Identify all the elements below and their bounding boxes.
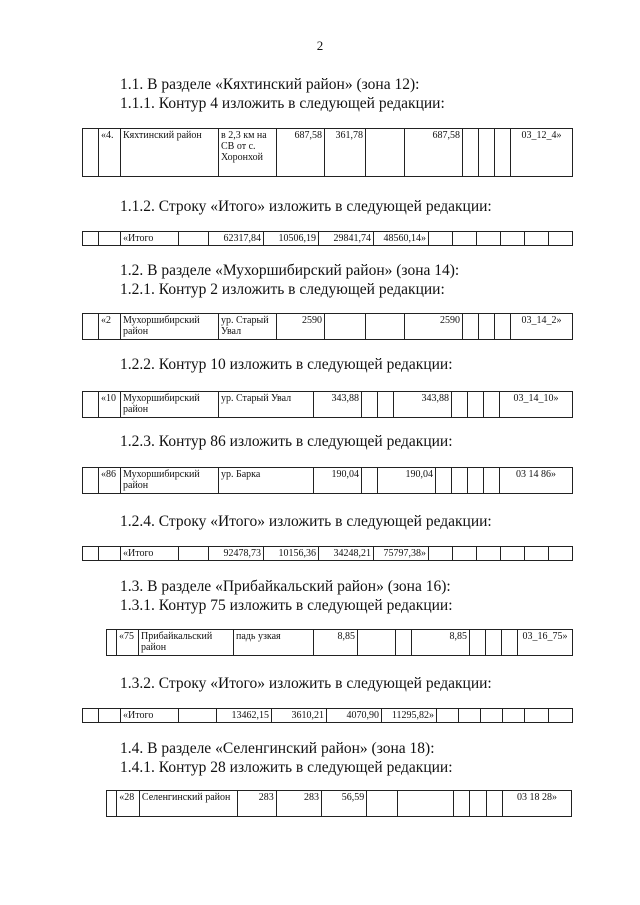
table-cell <box>179 547 209 561</box>
table-cell <box>453 232 477 246</box>
table-cell: 687,58 <box>405 129 463 177</box>
table-row <box>83 709 573 723</box>
table-cell: 2590 <box>405 314 463 340</box>
table-cell <box>429 232 453 246</box>
table-cell <box>358 630 396 656</box>
table-cell <box>83 129 99 177</box>
table-cell <box>486 630 502 656</box>
table-cell <box>525 709 549 723</box>
table-cell <box>549 232 573 246</box>
table-cell: «Итого <box>121 709 179 723</box>
table-cell <box>366 129 405 177</box>
table-cell: «10 <box>99 392 121 418</box>
table-cell <box>107 630 117 656</box>
table-row <box>107 630 573 656</box>
section-heading-1-2-2: 1.2.2. Контур 10 изложить в следующей редакции: <box>120 356 453 373</box>
table-cell: Мухоршибирский район <box>121 468 219 494</box>
section-heading-1-1: 1.1. В разделе «Кяхтинский район» (зона 12): <box>120 76 420 93</box>
table-cell: 3610,21 <box>272 709 327 723</box>
table-cell <box>452 468 468 494</box>
table-cell <box>453 547 477 561</box>
section-heading-1-3-2: 1.3.2. Строку «Итого» изложить в следующей редакции: <box>120 675 492 692</box>
contour-2-table <box>82 313 573 340</box>
table-cell <box>453 791 469 817</box>
table-cell <box>437 709 459 723</box>
table-cell <box>525 547 549 561</box>
table-cell <box>525 232 549 246</box>
table-row <box>83 547 573 561</box>
table-cell: 8,85 <box>314 630 358 656</box>
table-cell <box>83 547 99 561</box>
table-cell: Кяхтинский район <box>121 129 219 177</box>
table-row <box>107 791 572 817</box>
table-cell <box>503 709 525 723</box>
section-heading-1-3-1: 1.3.1. Контур 75 изложить в следующей редакции: <box>120 597 453 614</box>
table-cell: 48560,14» <box>374 232 429 246</box>
table-cell <box>83 468 99 494</box>
table-cell <box>477 232 501 246</box>
section-heading-1-2-3: 1.2.3. Контур 86 изложить в следующей редакции: <box>120 433 453 450</box>
table-row <box>83 314 573 340</box>
table-cell: 361,78 <box>325 129 366 177</box>
table-cell: 03_12_4» <box>511 129 573 177</box>
table-cell <box>459 709 481 723</box>
table-cell <box>468 392 484 418</box>
table-cell <box>495 129 511 177</box>
table-cell <box>362 468 378 494</box>
table-cell <box>479 129 495 177</box>
table-row <box>83 468 573 494</box>
table-cell <box>325 314 366 340</box>
table-cell: 343,88 <box>394 392 452 418</box>
contour-75-table <box>106 629 573 656</box>
table-cell: 343,88 <box>314 392 362 418</box>
table-row <box>83 129 573 177</box>
table-cell <box>99 547 121 561</box>
section-heading-1-4-1: 1.4.1. Контур 28 изложить в следующей редакции: <box>120 759 453 776</box>
total-table-1-2-4 <box>82 546 573 561</box>
table-cell: 8,85 <box>412 630 470 656</box>
table-cell: «2 <box>99 314 121 340</box>
section-heading-1-1-1: 1.1.1. Контур 4 изложить в следующей редакции: <box>120 95 445 112</box>
table-cell <box>436 468 452 494</box>
table-row <box>83 392 573 418</box>
table-cell: 4070,90 <box>327 709 382 723</box>
table-cell: 03_14_10» <box>500 392 573 418</box>
table-cell <box>468 468 484 494</box>
table-cell: ур. Старый Увал <box>219 392 314 418</box>
total-table-1-3-2 <box>82 708 573 723</box>
table-cell <box>549 547 573 561</box>
table-cell <box>429 547 453 561</box>
table-cell <box>366 314 405 340</box>
table-cell <box>477 547 501 561</box>
contour-86-table <box>82 467 573 494</box>
section-heading-1-2: 1.2. В разделе «Мухоршибирский район» (зона 14): <box>120 262 460 279</box>
table-cell <box>495 314 511 340</box>
table-cell <box>83 232 99 246</box>
table-cell: 56,59 <box>321 791 366 817</box>
table-cell: 11295,82» <box>382 709 437 723</box>
contour-4-table <box>82 128 573 177</box>
table-cell <box>470 791 486 817</box>
table-cell: 10506,19 <box>264 232 319 246</box>
table-cell: 13462,15 <box>217 709 272 723</box>
table-cell <box>378 392 394 418</box>
table-cell: 687,58 <box>277 129 325 177</box>
section-heading-1-2-1: 1.2.1. Контур 2 изложить в следующей редакции: <box>120 281 445 298</box>
section-heading-1-3: 1.3. В разделе «Прибайкальский район» (зона 16): <box>120 578 451 595</box>
table-cell: «4. <box>99 129 121 177</box>
table-cell: «Итого <box>121 547 179 561</box>
table-cell <box>179 709 217 723</box>
table-cell: 10156,36 <box>264 547 319 561</box>
table-cell: «Итого <box>121 232 179 246</box>
table-cell: 75797,38» <box>374 547 429 561</box>
table-cell: 190,04 <box>378 468 436 494</box>
table-cell: 03 18 28» <box>502 791 571 817</box>
total-table-1-1-2 <box>82 231 573 246</box>
table-cell <box>470 630 486 656</box>
contour-10-table <box>82 391 573 418</box>
table-cell <box>83 314 99 340</box>
table-cell: «86 <box>99 468 121 494</box>
table-cell: ур. Барка <box>219 468 314 494</box>
table-cell <box>484 392 500 418</box>
table-cell: 03_16_75» <box>518 630 573 656</box>
table-cell: 34248,21 <box>319 547 374 561</box>
table-cell: Мухоршибирский район <box>121 392 219 418</box>
table-cell: 2590 <box>277 314 325 340</box>
table-cell: 03_14_2» <box>511 314 573 340</box>
table-cell: 190,04 <box>314 468 362 494</box>
table-cell <box>83 709 99 723</box>
table-cell <box>486 791 502 817</box>
section-heading-1-2-4: 1.2.4. Строку «Итого» изложить в следующей редакции: <box>120 513 492 530</box>
table-cell <box>99 232 121 246</box>
table-cell <box>502 630 518 656</box>
table-cell: «75 <box>117 630 139 656</box>
table-cell <box>179 232 209 246</box>
table-cell: 92478,73 <box>209 547 264 561</box>
table-cell <box>479 314 495 340</box>
table-cell <box>452 392 468 418</box>
table-cell <box>549 709 573 723</box>
table-cell <box>396 630 412 656</box>
section-heading-1-1-2: 1.1.2. Строку «Итого» изложить в следующей редакции: <box>120 198 492 215</box>
table-cell <box>107 791 117 817</box>
table-cell: Селенгинский район <box>139 791 237 817</box>
table-cell: Прибайкальский район <box>139 630 234 656</box>
table-row <box>83 232 573 246</box>
table-cell <box>99 709 121 723</box>
table-cell <box>367 791 398 817</box>
table-cell: 283 <box>276 791 321 817</box>
table-cell: 03 14 86» <box>500 468 573 494</box>
table-cell: Мухоршибирский район <box>121 314 219 340</box>
table-cell <box>398 791 454 817</box>
table-cell <box>501 547 525 561</box>
table-cell: «28 <box>117 791 140 817</box>
table-cell: в 2,3 км на СВ от с. Хоронхой <box>219 129 277 177</box>
table-cell <box>481 709 503 723</box>
table-cell <box>501 232 525 246</box>
table-cell: 29841,74 <box>319 232 374 246</box>
section-heading-1-4: 1.4. В разделе «Селенгинский район» (зона 18): <box>120 740 435 757</box>
table-cell <box>463 129 479 177</box>
table-cell: 62317,84 <box>209 232 264 246</box>
table-cell <box>83 392 99 418</box>
contour-28-table <box>106 790 572 817</box>
table-cell <box>484 468 500 494</box>
table-cell <box>362 392 378 418</box>
table-cell: падь узкая <box>234 630 314 656</box>
table-cell <box>463 314 479 340</box>
page-number: 2 <box>316 38 324 53</box>
table-cell: 283 <box>237 791 276 817</box>
table-cell: ур. Старый Увал <box>219 314 277 340</box>
